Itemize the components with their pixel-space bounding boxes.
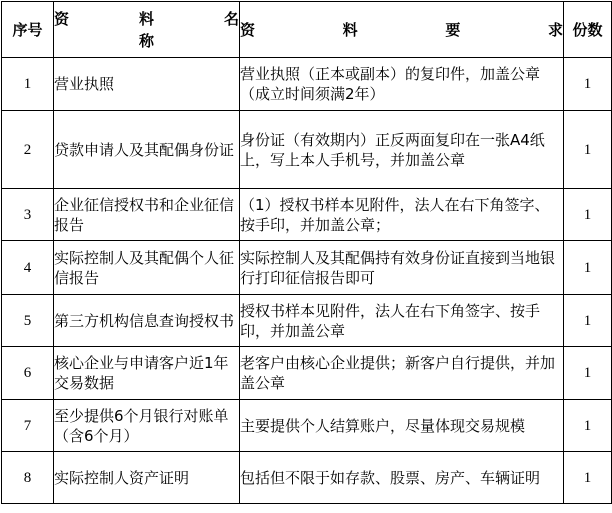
row-requirements: （1）授权书样本见附件，法人在右下角签字、按手印，并加盖公章； [240,189,564,241]
header-requirements-text: 资 料 要 求 [240,20,563,39]
row-document-name: 至少提供6个月银行对账单（含6个月） [54,400,240,452]
row-copy-count: 1 [564,241,612,295]
header-serial-number: 序号 [2,2,54,58]
table-row [2,189,612,241]
row-copy-count: 1 [564,189,612,241]
header-document-name [54,2,240,58]
row-serial-number: 8 [2,452,54,504]
row-copy-count: 1 [564,111,612,189]
document-requirements-table [1,1,612,504]
row-serial-number: 6 [2,347,54,400]
row-serial-number: 4 [2,241,54,295]
row-document-name: 实际控制人资产证明 [54,452,240,504]
table-row [2,400,612,452]
row-requirements: 营业执照（正本或副本）的复印件，加盖公章 （成立时间须满2年） [240,58,564,111]
row-copy-count: 1 [564,295,612,347]
table-row [2,347,612,400]
header-copy-count: 份数 [564,2,612,58]
table-row [2,241,612,295]
row-copy-count: 1 [564,347,612,400]
row-serial-number: 1 [2,58,54,111]
row-requirements: 主要提供个人结算账户，尽量体现交易规模 [240,400,564,452]
row-copy-count: 1 [564,58,612,111]
row-document-name: 第三方机构信息查询授权书 [54,295,240,347]
row-requirements: 身份证（有效期内）正反两面复印在一张A4纸上，写上本人手机号，并加盖公章 [240,111,564,189]
header-requirements [240,2,564,58]
row-document-name: 核心企业与申请客户近1年交易数据 [54,347,240,400]
row-copy-count: 1 [564,452,612,504]
header-document-name-line1: 资 料 名 [54,9,239,28]
table-row [2,295,612,347]
row-serial-number: 3 [2,189,54,241]
row-requirements: 授权书样本见附件，法人在右下角签字、按手印，并加盖公章 [240,295,564,347]
row-document-name: 贷款申请人及其配偶身份证 [54,111,240,189]
row-document-name: 营业执照 [54,58,240,111]
table-row [2,58,612,111]
row-serial-number: 7 [2,400,54,452]
row-copy-count: 1 [564,400,612,452]
header-document-name-line2: 称 [138,31,154,50]
table-row [2,452,612,504]
row-requirements: 包括但不限于如存款、股票、房产、车辆证明 [240,452,564,504]
table-header-row [2,2,612,58]
table-row [2,111,612,189]
row-document-name: 实际控制人及其配偶个人征信报告 [54,241,240,295]
row-requirements: 老客户由核心企业提供；新客户自行提供，并加盖公章 [240,347,564,400]
row-document-name: 企业征信授权书和企业征信报告 [54,189,240,241]
row-requirements: 实际控制人及其配偶持有效身份证直接到当地银行打印征信报告即可 [240,241,564,295]
row-serial-number: 5 [2,295,54,347]
row-serial-number: 2 [2,111,54,189]
